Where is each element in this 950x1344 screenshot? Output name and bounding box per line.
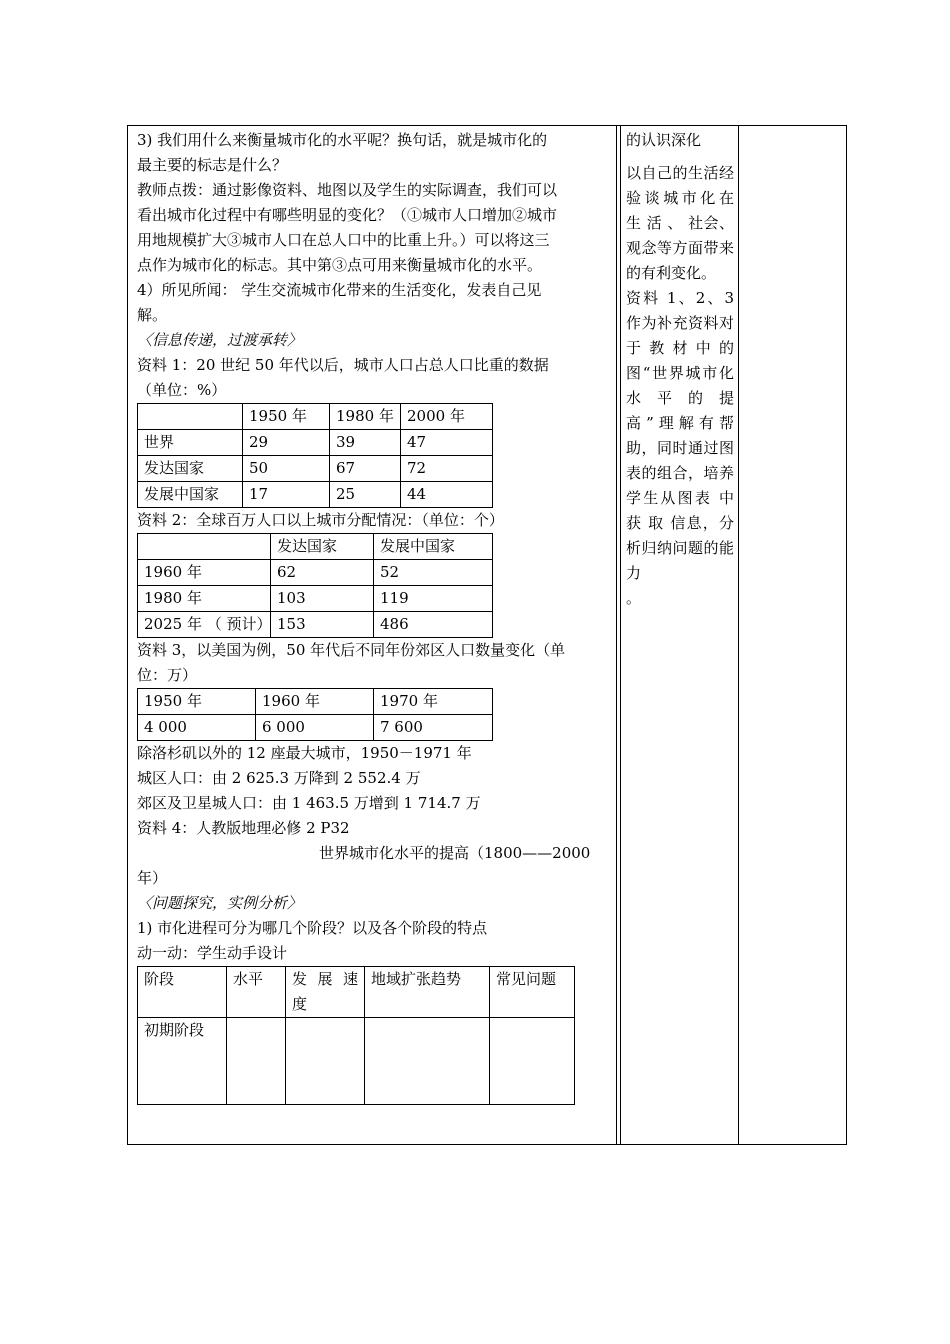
table-cell: 4 000 <box>138 715 256 741</box>
resource-3-line2: 位：万） <box>137 666 198 684</box>
resource-3-line1: 资料 3，以美国为例，50 年代后不同年份郊区人口数量变化（单 <box>137 641 566 659</box>
table-cell: 72 <box>401 456 493 482</box>
table-cell: 25 <box>330 482 401 508</box>
la-line2: 城区人口：由 2 625.3 万降到 2 552.4 万 <box>137 769 421 787</box>
table-header-row <box>138 967 575 1018</box>
table-cell: 世界 <box>138 430 243 456</box>
teacher-tip-line1: 教师点拨：通过影像资料、地图以及学生的实际调查，我们可以 <box>137 181 558 199</box>
table-cell: 1980 年 <box>138 586 271 612</box>
table-header-row <box>138 404 493 430</box>
table-cell: 50 <box>243 456 330 482</box>
table-cell: 6 000 <box>256 715 374 741</box>
lesson-plan-table <box>127 125 847 1145</box>
question-3-line2: 最主要的标志是什么？ <box>137 156 288 174</box>
table-cell: 29 <box>243 430 330 456</box>
table-row <box>138 1018 575 1105</box>
section-heading-info: 〈信息传递，过渡承转〉 <box>137 331 303 349</box>
column-divider-1b <box>620 126 621 1144</box>
teacher-tip-line4: 点作为城市化的标志。其中第③点可用来衡量城市化的水平。 <box>137 256 543 274</box>
table-cell <box>138 404 243 430</box>
question-3-line1: 3) 我们用什么来衡量城市化的水平呢？换句话，就是城市化的 <box>137 131 548 149</box>
teacher-tip-line2: 看出城市化过程中有哪些明显的变化？（①城市人口增加②城市 <box>137 206 558 224</box>
table-row <box>138 612 493 638</box>
table-cell: 7 600 <box>374 715 493 741</box>
table-cell: 发展中国家 <box>374 534 493 560</box>
table-cell <box>286 1018 365 1105</box>
table-cell: 发 展 速度 <box>286 967 365 1018</box>
table-urbanization-stages <box>137 966 575 1105</box>
table-cell: 1960 年 <box>138 560 271 586</box>
table-cell: 发达国家 <box>138 456 243 482</box>
table-cell: 103 <box>271 586 374 612</box>
note-line: 。 <box>626 589 642 607</box>
activity-line: 动一动：学生动手设计 <box>137 944 288 962</box>
table-row <box>138 430 493 456</box>
question-4-line2: 解。 <box>137 306 168 324</box>
table-cell <box>490 1018 575 1105</box>
table-cell: 1950 年 <box>243 404 330 430</box>
table-cell: 1960 年 <box>256 689 374 715</box>
table-cell: 39 <box>330 430 401 456</box>
table-cell: 67 <box>330 456 401 482</box>
section-heading-explore: 〈问题探究，实例分析〉 <box>137 894 303 912</box>
table-cell: 初期阶段 <box>138 1018 227 1105</box>
table-cell: 2000 年 <box>401 404 493 430</box>
teacher-tip-line3: 用地规模扩大③城市人口在总人口中的比重上升。）可以将这三 <box>137 231 550 249</box>
resource-4-line2: 世界城市化水平的提高（1800——2000 <box>319 844 591 862</box>
column-divider-2 <box>738 126 739 1144</box>
table-row <box>138 456 493 482</box>
table-cell <box>138 534 271 560</box>
la-line1: 除洛杉矶以外的 12 座最大城市，1950－1971 年 <box>137 744 472 762</box>
table-million-cities <box>137 533 493 638</box>
table-cell: 发展中国家 <box>138 482 243 508</box>
note-line: 的认识深化 <box>626 131 702 149</box>
table-row <box>138 586 493 612</box>
table-cell: 47 <box>401 430 493 456</box>
resource-2-line: 资料 2：全球百万人口以上城市分配情况：（单位：个） <box>137 511 504 529</box>
main-content-column <box>137 128 613 1105</box>
table-cell: 153 <box>271 612 374 638</box>
table-cell: 1950 年 <box>138 689 256 715</box>
question-4-line1: 4）所见所闻： 学生交流城市化带来的生活变化，发表自己见 <box>137 281 542 299</box>
table-cell <box>227 1018 286 1105</box>
table-cell: 52 <box>374 560 493 586</box>
column-divider-1 <box>616 126 617 1144</box>
note-line: 资料 1、2、3 作为补充资料对于教材中的图“世界城市化 水 平 的 提高”理解有帮助，同时通过图表的组合，培养学生从图表 中 获 取 信息，分析归纳问题的能力 <box>626 289 734 582</box>
table-row <box>138 715 493 741</box>
table-cell: 17 <box>243 482 330 508</box>
table-cell: 发达国家 <box>271 534 374 560</box>
resource-1-line1: 资料 1：20 世纪 50 年代以后，城市人口占总人口比重的数据 <box>137 356 549 374</box>
table-header-row <box>138 534 493 560</box>
table-cell: 1980 年 <box>330 404 401 430</box>
la-line3: 郊区及卫星城人口：由 1 463.5 万增到 1 714.7 万 <box>137 794 481 812</box>
notes-column <box>626 128 734 611</box>
table-cell <box>365 1018 490 1105</box>
table-cell: 常见问题 <box>490 967 575 1018</box>
table-cell: 62 <box>271 560 374 586</box>
table-cell: 水平 <box>227 967 286 1018</box>
table-urban-population-share <box>137 403 493 508</box>
table-cell: 阶段 <box>138 967 227 1018</box>
table-header-row <box>138 689 493 715</box>
table-cell: 地域扩张趋势 <box>365 967 490 1018</box>
note-line: 以自己的生活经验谈城市化在 生 活 、 社会、观念等方面带来的有利变化。 <box>626 164 734 282</box>
table-row <box>138 482 493 508</box>
resource-4-line3: 年） <box>137 869 168 887</box>
table-cell: 1970 年 <box>374 689 493 715</box>
resource-1-line2: （单位：%） <box>137 381 227 399</box>
resource-4-line1: 资料 4：人教版地理必修 2 P32 <box>137 819 350 837</box>
table-row <box>138 560 493 586</box>
table-cell: 486 <box>374 612 493 638</box>
table-cell: 119 <box>374 586 493 612</box>
table-cell: 44 <box>401 482 493 508</box>
question-1-line: 1) 市化进程可分为哪几个阶段？以及各个阶段的特点 <box>137 919 488 937</box>
table-suburban-population <box>137 688 493 741</box>
table-cell: 2025 年 （ 预计） <box>138 612 271 638</box>
